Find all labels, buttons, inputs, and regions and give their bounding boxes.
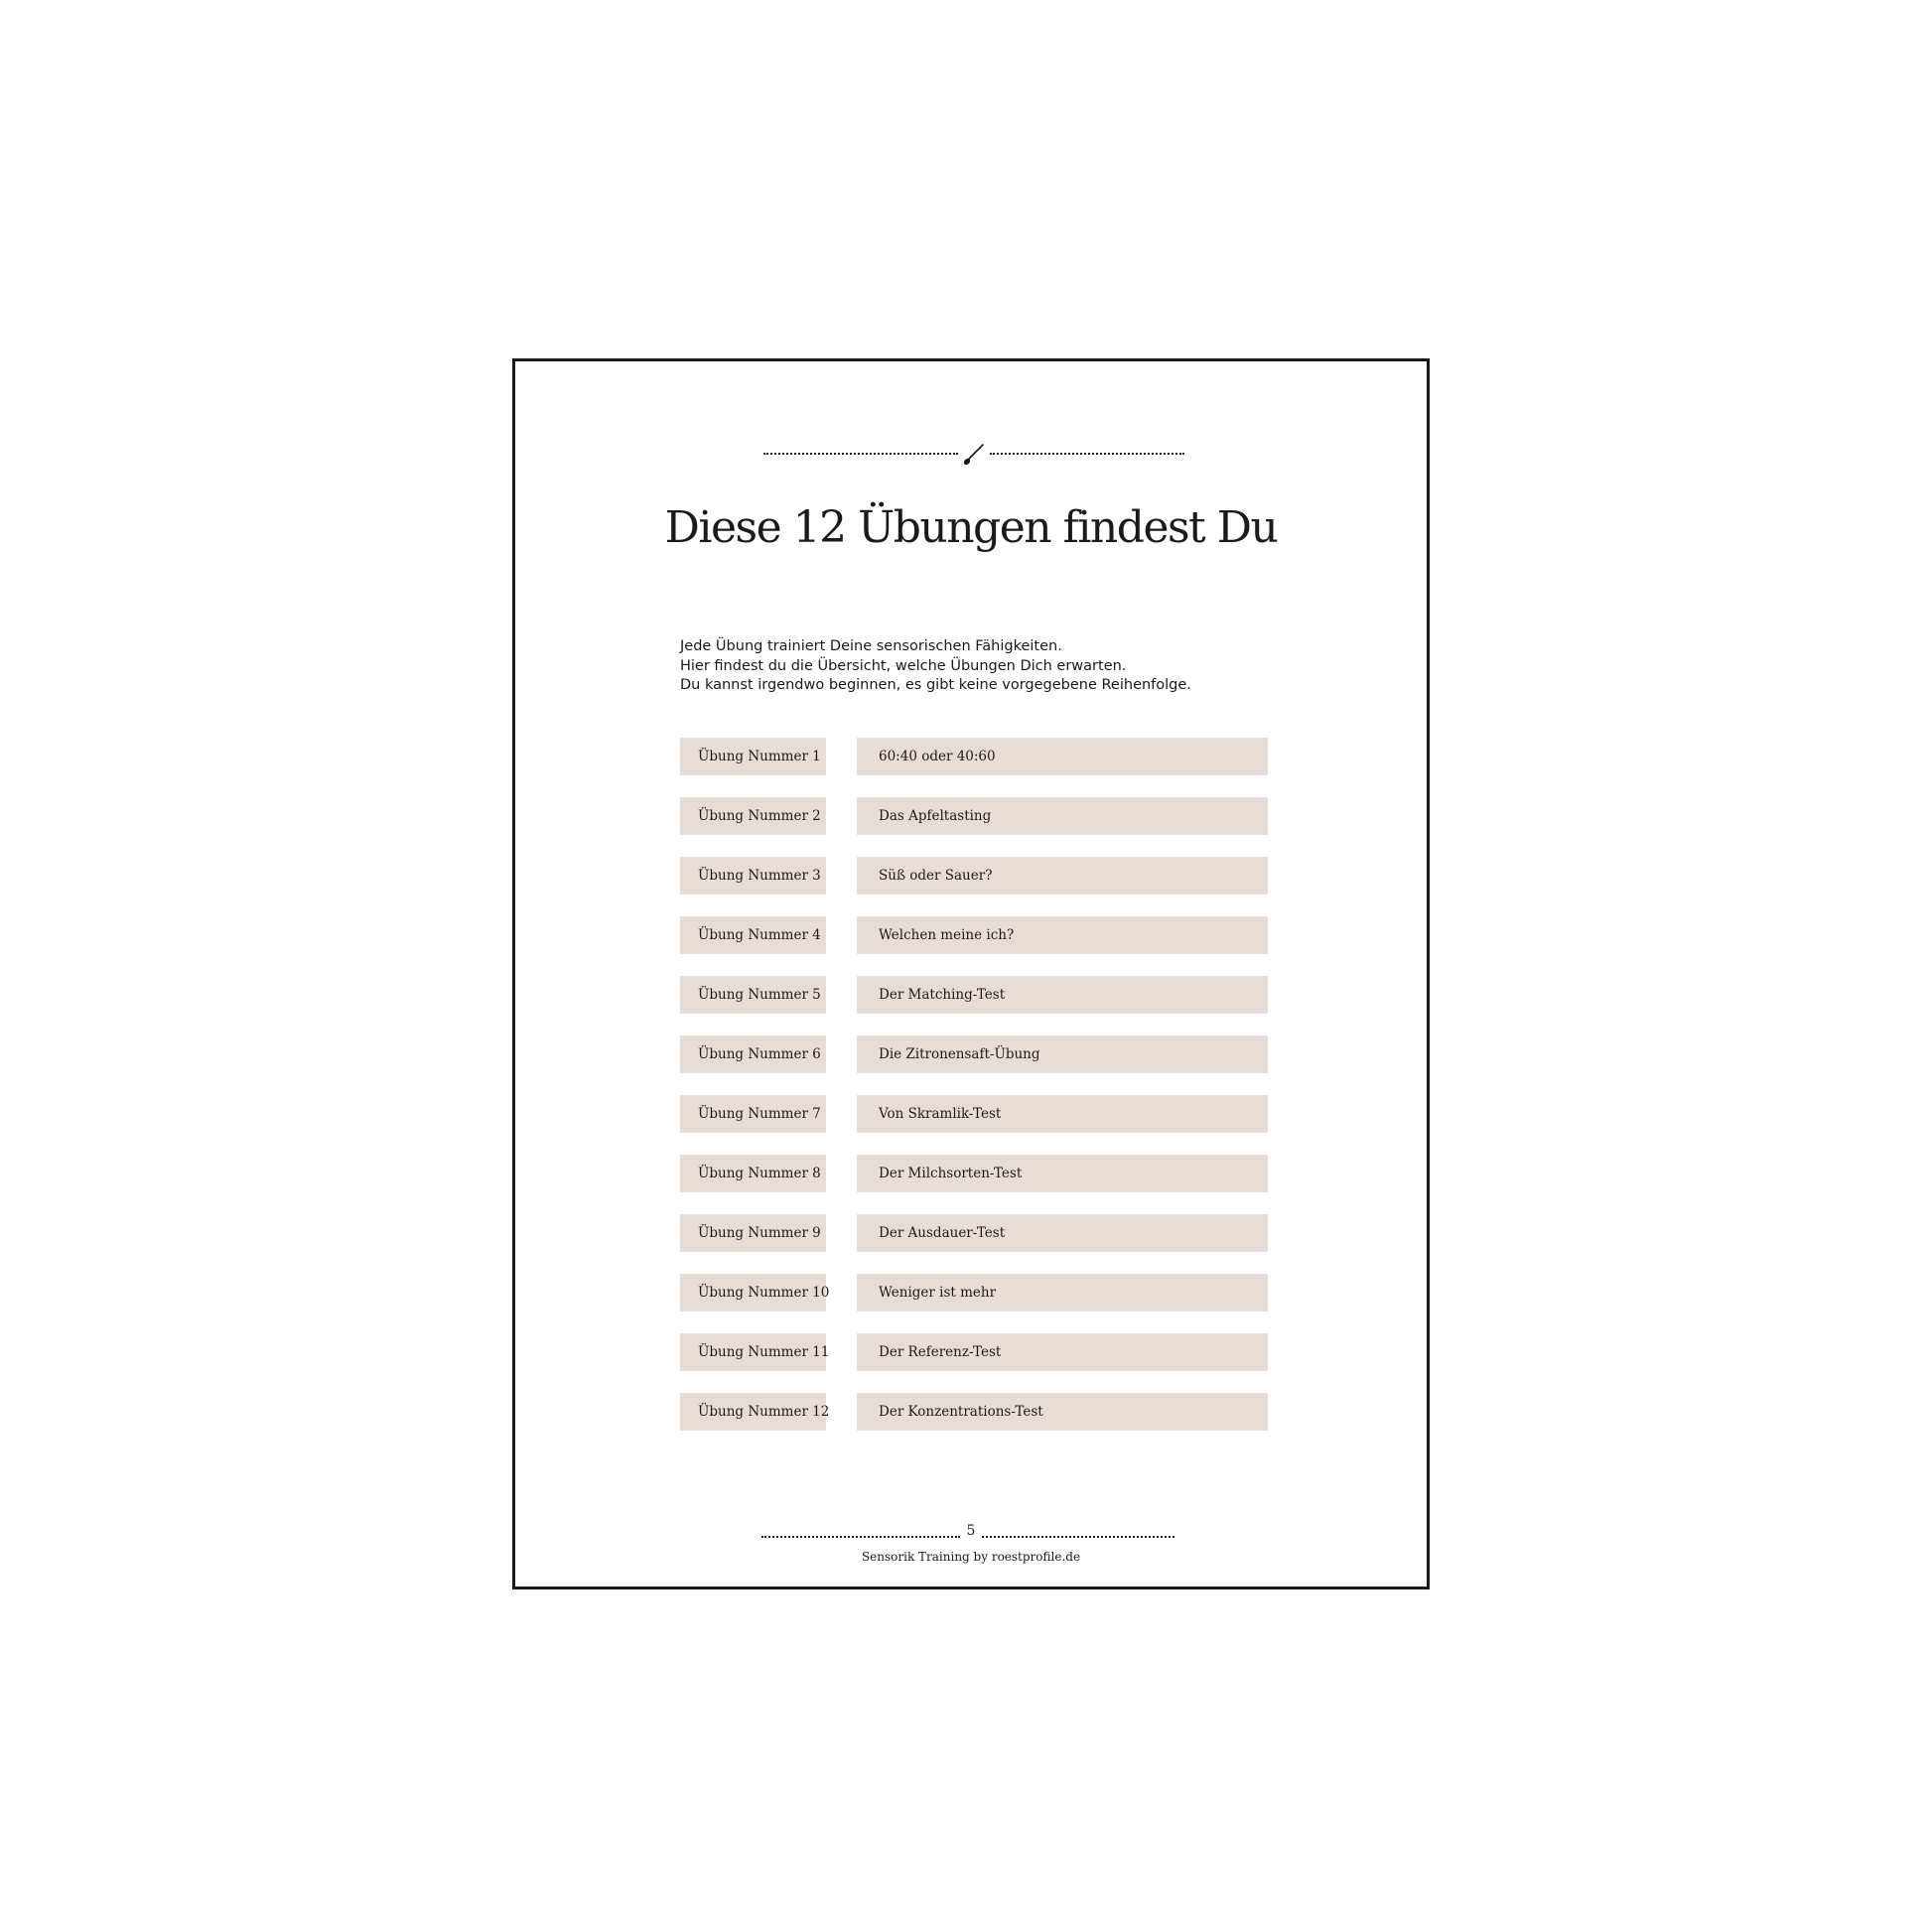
exercise-name: Die Zitronensaft-Übung [857,1035,1268,1073]
exercise-name: 60:40 oder 40:60 [857,738,1268,775]
exercise-row [680,976,1276,1014]
exercise-name: Das Apfeltasting [857,797,1268,835]
exercise-number: Übung Nummer 7 [680,1095,826,1133]
exercise-row [680,916,1276,954]
exercise-row [680,1035,1276,1073]
intro-line: Hier findest du die Übersicht, welche Übungen Dich erwarten. [680,657,1127,674]
top-divider [763,443,1184,467]
page-number: 5 [966,1523,976,1539]
exercise-name: Süß oder Sauer? [857,857,1268,895]
divider-dots-left [763,453,958,455]
exercise-number: Übung Nummer 1 [680,738,826,775]
intro-text [680,637,1276,696]
exercise-number: Übung Nummer 12 [680,1393,826,1431]
page-title: Diese 12 Übungen findest Du [664,502,1278,553]
exercise-row [680,1095,1276,1133]
spoon-icon [962,443,986,467]
exercise-name: Der Ausdauer-Test [857,1214,1268,1252]
exercise-number: Übung Nummer 10 [680,1274,826,1311]
exercise-row [680,1155,1276,1192]
exercise-list [680,738,1276,1452]
exercise-name: Der Matching-Test [857,976,1268,1014]
exercise-name: Der Referenz-Test [857,1333,1268,1371]
exercise-row [680,1274,1276,1311]
exercise-name: Der Milchsorten-Test [857,1155,1268,1192]
divider-dots-right [982,1536,1174,1538]
exercise-row [680,857,1276,895]
footer-divider [761,1523,1178,1543]
exercise-row [680,1333,1276,1371]
exercise-number: Übung Nummer 6 [680,1035,826,1073]
exercise-name: Von Skramlik-Test [857,1095,1268,1133]
intro-line: Jede Übung trainiert Deine sensorischen Fähigkeiten. [680,638,1062,654]
footer-credit: Sensorik Training by roestprofile.de [861,1550,1081,1564]
exercise-number: Übung Nummer 3 [680,857,826,895]
exercise-number: Übung Nummer 8 [680,1155,826,1192]
exercise-row [680,797,1276,835]
document-page [512,358,1430,1589]
exercise-row [680,738,1276,775]
exercise-row [680,1393,1276,1431]
divider-dots-left [761,1536,960,1538]
divider-dots-right [990,453,1184,455]
exercise-number: Übung Nummer 9 [680,1214,826,1252]
exercise-number: Übung Nummer 4 [680,916,826,954]
exercise-name: Welchen meine ich? [857,916,1268,954]
exercise-number: Übung Nummer 5 [680,976,826,1014]
exercise-name: Der Konzentrations-Test [857,1393,1268,1431]
exercise-row [680,1214,1276,1252]
intro-line: Du kannst irgendwo beginnen, es gibt keine vorgegebene Reihenfolge. [680,677,1191,693]
exercise-name: Weniger ist mehr [857,1274,1268,1311]
exercise-number: Übung Nummer 2 [680,797,826,835]
exercise-number: Übung Nummer 11 [680,1333,826,1371]
